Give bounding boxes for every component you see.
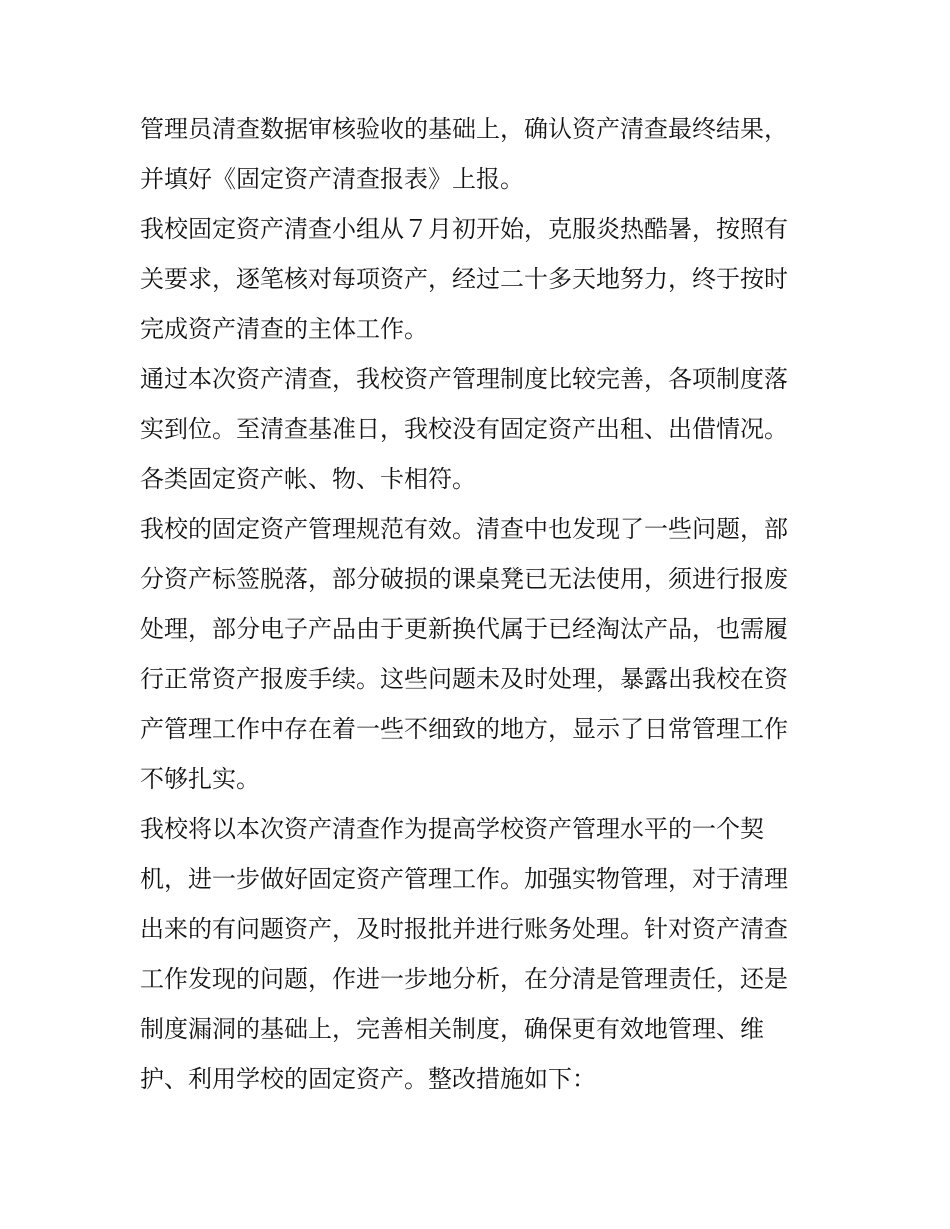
text-line: 产管理工作中存在着一些不细致的地方，显示了日常管理工作 xyxy=(140,715,788,743)
text-line: 管理员清查数据审核验收的基础上，确认资产清查最终结果， xyxy=(140,115,788,143)
text-line: 机，进一步做好固定资产管理工作。加强实物管理，对于清理 xyxy=(140,865,788,893)
text-line: 工作发现的问题，作进一步地分析，在分清是管理责任，还是 xyxy=(140,965,788,993)
document-body xyxy=(140,104,820,1104)
text-line: 制度漏洞的基础上，完善相关制度，确保更有效地管理、维 xyxy=(140,1015,764,1043)
text-line: 护、利用学校的固定资产。整改措施如下： xyxy=(140,1065,596,1093)
text-line: 关要求，逐笔核对每项资产，经过二十多天地努力，终于按时 xyxy=(140,265,788,293)
text-line: 各类固定资产帐、物、卡相符。 xyxy=(140,465,476,493)
text-line: 行正常资产报废手续。这些问题未及时处理，暴露出我校在资 xyxy=(140,665,788,693)
text-line: 完成资产清查的主体工作。 xyxy=(140,315,428,343)
text-line: 处理，部分电子产品由于更新换代属于已经淘汰产品，也需履 xyxy=(140,615,788,643)
text-line: 不够扎实。 xyxy=(140,765,260,793)
text-line: 我校将以本次资产清查作为提高学校资产管理水平的一个契 xyxy=(140,815,764,843)
text-line: 实到位。至清查基准日，我校没有固定资产出租、出借情况。 xyxy=(140,415,788,443)
text-line: 并填好《固定资产清查报表》上报。 xyxy=(140,165,524,193)
text-line: 通过本次资产清查，我校资产管理制度比较完善，各项制度落 xyxy=(140,365,788,393)
text-line: 出来的有问题资产，及时报批并进行账务处理。针对资产清查 xyxy=(140,915,788,943)
text-line: 我校的固定资产管理规范有效。清查中也发现了一些问题，部 xyxy=(140,515,788,543)
text-line: 分资产标签脱落，部分破损的课桌凳已无法使用，须进行报废 xyxy=(140,565,788,593)
text-line: 我校固定资产清查小组从７月初开始，克服炎热酷暑，按照有 xyxy=(140,215,788,243)
